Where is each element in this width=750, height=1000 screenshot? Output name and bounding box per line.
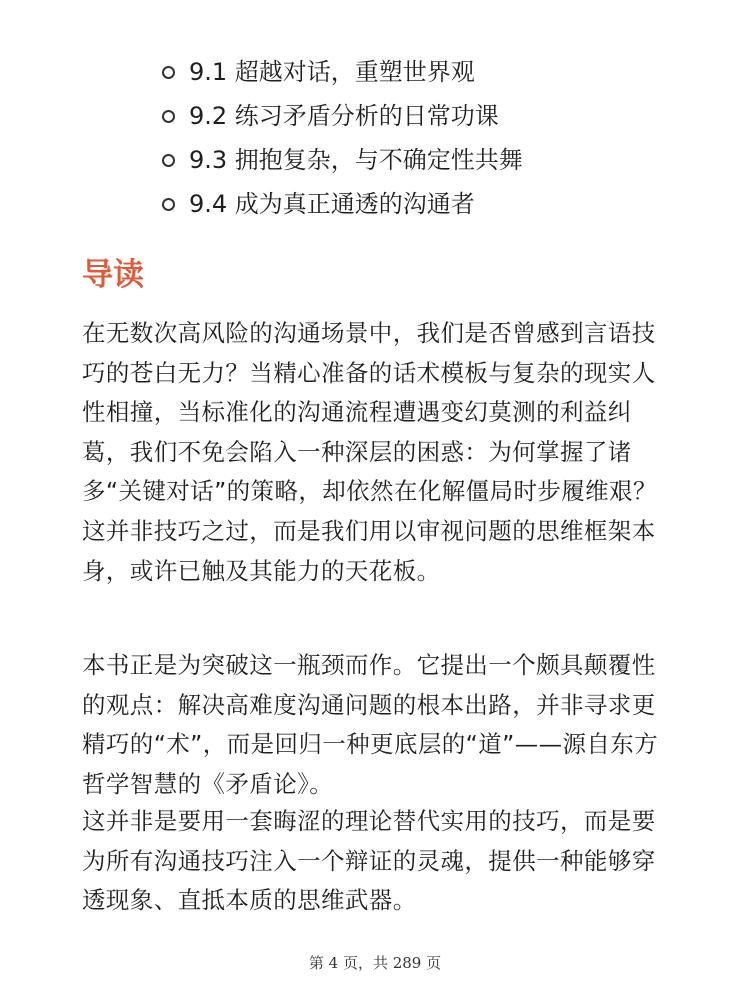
- toc-item[interactable]: [162, 182, 523, 226]
- hollow-circle-bullet-icon: [162, 154, 175, 167]
- toc-item-label: 9.2 练习矛盾分析的日常功课: [189, 102, 499, 130]
- hollow-circle-bullet-icon: [162, 198, 175, 211]
- toc-item[interactable]: [162, 94, 523, 138]
- body-paragraph: 这并非是要用一套晦涩的理论替代实用的技巧，而是要为所有沟通技巧注入一个辩证的灵魂，提供一种能够穿透现象、直抵本质的思维武器。: [82, 807, 656, 915]
- hollow-circle-bullet-icon: [162, 66, 175, 79]
- toc-item-label: 9.1 超越对话，重塑世界观: [189, 58, 475, 86]
- toc-item-label: 9.4 成为真正通透的沟通者: [189, 190, 475, 218]
- table-of-contents: [162, 50, 523, 226]
- section-heading: 导读: [82, 257, 144, 293]
- body-paragraph: 在无数次高风险的沟通场景中，我们是否曾感到言语技巧的苍白无力？当精心准备的话术模板与复杂的现实人性相撞，当标准化的沟通流程遭遇变幻莫测的利益纠葛，我们不免会陷入一种深层的困惑：为何掌握了诸多“关键对话”的策略，却依然在化解僵局时步履维艰？这并非技巧之过，而是我们用以审视问题的思维框架本身，或许已触及其能力的天花板。: [82, 319, 657, 585]
- toc-item[interactable]: [162, 138, 523, 182]
- toc-item[interactable]: [162, 50, 523, 94]
- toc-item-label: 9.3 拥抱复杂，与不确定性共舞: [189, 146, 523, 174]
- hollow-circle-bullet-icon: [162, 110, 175, 123]
- body-paragraph: 本书正是为突破这一瓶颈而作。它提出一个颇具颠覆性的观点：解决高难度沟通问题的根本出路，并非寻求更精巧的“术”，而是回归一种更底层的“道”——源自东方哲学智慧的《矛盾论》。: [82, 651, 659, 798]
- page-number-footer: 第 4 页，共 289 页: [308, 954, 442, 972]
